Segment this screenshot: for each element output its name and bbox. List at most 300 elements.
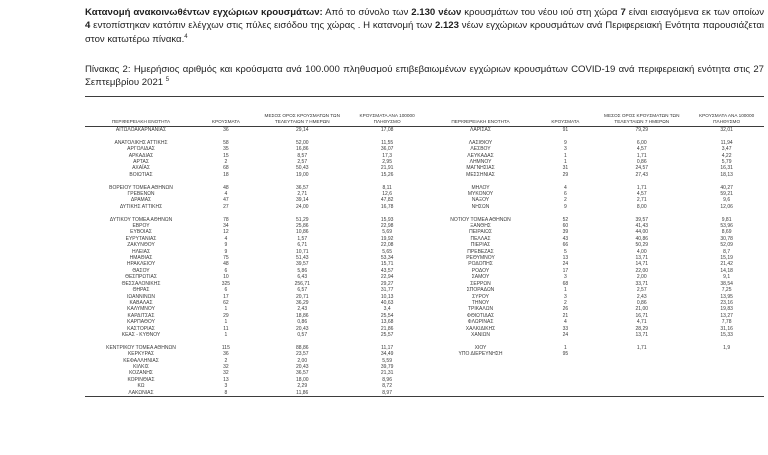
cell-value: 52,00 <box>296 139 309 146</box>
cell-value: 2,57 <box>297 159 308 166</box>
cell-value: 3 <box>563 293 567 300</box>
cell-value: 51,29 <box>296 216 309 223</box>
cell-value: 13,71 <box>635 331 649 338</box>
region-name: ΠΕΛΛΑΣ <box>470 235 491 242</box>
cell-value: 51,43 <box>296 255 309 262</box>
cell-value: 39,57 <box>635 216 649 223</box>
cell-value: 40,27 <box>720 184 733 191</box>
region-name: ΚΕΝΤΡΙΚΟΥ ΤΟΜΕΑ ΑΘΗΝΩΝ <box>106 344 176 351</box>
cell-value: 41,43 <box>635 223 649 230</box>
region-name: ΛΗΜΝΟΥ <box>469 159 492 166</box>
region-name: ΕΥΡΥΤΑΝΙΑΣ <box>125 235 157 242</box>
table-caption <box>85 63 764 90</box>
region-name: ΚΑΒΑΛΑΣ <box>129 299 153 306</box>
cell-value: 15,93 <box>380 216 394 223</box>
cell-value: 50,43 <box>296 165 309 172</box>
region-name: ΚΕΡΚΥΡΑΣ <box>127 351 155 358</box>
cell-value: 18 <box>223 171 229 178</box>
text-segment: εντοπίστηκαν κατόπιν ελέγχων στις πύλες εισόδου της χώρας . Η κατανομή των <box>90 20 435 32</box>
cell-value: 52,09 <box>720 242 733 249</box>
cell-value: 23,57 <box>296 351 309 358</box>
cell-value: 27 <box>223 203 229 210</box>
region-name: ΥΠΟ ΔΙΕΡΕΥΝΗΣΗ <box>458 351 503 358</box>
cell-value: 9 <box>563 139 567 146</box>
column-header: ΚΡΟΥΣΜΑΤΑ ΑΝΑ 100000 ΠΛΗΘΥΣΜΟ <box>350 97 425 127</box>
cell-value: 9 <box>563 203 567 210</box>
cell-value: 4,71 <box>636 319 647 326</box>
cell-value: 36,29 <box>296 299 309 306</box>
cell-value: 58 <box>223 139 229 146</box>
cell-value: 13 <box>223 376 229 383</box>
cell-value: 31,16 <box>720 325 733 332</box>
cell-value: 4,57 <box>636 191 647 198</box>
cell-value: 31 <box>562 165 569 172</box>
cell-value: 17,08 <box>380 127 394 133</box>
region-name: ΕΒΡΟΥ <box>132 223 150 230</box>
region-name: ΚΕΦΑΛΛΗΝΙΑΣ <box>123 357 159 364</box>
region-name: ΑΡΚΑΔΙΑΣ <box>128 152 154 159</box>
cell-value: 21 <box>562 312 569 319</box>
cell-value: 4 <box>563 184 567 191</box>
text-segment: 4 <box>184 33 188 40</box>
region-name: ΓΡΕΒΕΝΩΝ <box>127 191 155 198</box>
cell-value: 36,57 <box>296 370 309 377</box>
cell-value: 1 <box>224 306 228 313</box>
right-table-header <box>425 97 765 127</box>
table-row <box>85 127 425 134</box>
cell-value: 21,00 <box>635 306 649 313</box>
cell-value: 21,86 <box>380 325 394 332</box>
region-name: ΜΑΓΝΗΣΙΑΣ <box>466 165 495 172</box>
cell-value: 17 <box>562 267 569 274</box>
left-table-body <box>85 127 425 397</box>
cell-value: 88,86 <box>296 344 309 351</box>
cell-value: 35 <box>223 146 229 153</box>
cell-value: 2,00 <box>297 357 308 364</box>
region-name: ΧΙΟΥ <box>474 344 487 351</box>
region-name: ΑΡΓΟΛΙΔΑΣ <box>127 146 155 153</box>
cell-value: 33 <box>562 325 569 332</box>
cell-value: 325 <box>221 280 231 287</box>
cell-value: 13,71 <box>635 255 649 262</box>
text-segment: Πίνακας 2: Ημερήσιος αριθμός και κρούσματα ανά 100.000 πληθυσμού επιβεβαιωμένων εγχώριων κρουσμάτων COVID-19 ανά περιφερειακή ενότητα στις 27 Σεπτεμβρίου 2021 <box>85 64 764 89</box>
cell-value: 4,57 <box>636 146 647 153</box>
cell-value: 2 <box>224 357 228 364</box>
cell-value: 7,78 <box>721 319 732 326</box>
cell-value: 24,00 <box>296 203 309 210</box>
region-name: ΡΟΔΟΠΗΣ <box>468 261 493 268</box>
region-name: ΦΘΙΩΤΙΔΑΣ <box>466 312 495 319</box>
cell-value: 62 <box>223 299 229 306</box>
cell-value: 79,29 <box>635 127 649 133</box>
cell-value: 22,08 <box>380 242 394 249</box>
cell-value: 19,83 <box>720 306 733 313</box>
region-name: ΛΑΣΙΘΙΟΥ <box>468 139 493 146</box>
region-name: ΚΑΡΔΙΤΣΑΣ <box>127 312 155 319</box>
cell-value: 8 <box>224 389 228 396</box>
cell-value: 48 <box>223 184 229 191</box>
region-name: ΣΥΡΟΥ <box>472 293 489 300</box>
cell-value: 1,71 <box>636 344 647 351</box>
text-segment: Από το σύνολο των <box>322 7 412 18</box>
left-table-header <box>85 97 425 127</box>
cell-value: 4,00 <box>636 248 647 255</box>
region-name: ΝΑΞΟΥ <box>471 197 490 204</box>
cell-value: 31,77 <box>380 287 394 294</box>
cell-value: 8,00 <box>636 203 647 210</box>
cell-value: 16,71 <box>635 312 649 319</box>
cell-value: 0,86 <box>297 319 308 326</box>
cell-value: 1 <box>563 344 567 351</box>
region-name: ΚΑΡΠΑΘΟΥ <box>127 319 155 326</box>
region-name: ΣΕΡΡΩΝ <box>470 280 491 287</box>
cell-value: 3 <box>563 146 567 153</box>
region-name: ΑΙΤΩΛΟΑΚΑΡΝΑΝΙΑΣ <box>115 127 167 133</box>
cell-value: 36 <box>223 351 229 358</box>
cell-value: 11,94 <box>720 139 733 146</box>
cell-value: 5,69 <box>382 229 392 236</box>
region-name: ΗΛΕΙΑΣ <box>131 248 151 255</box>
region-name: ΦΛΩΡΙΝΑΣ <box>467 319 494 326</box>
region-name: ΣΠΟΡΑΔΩΝ <box>466 287 495 294</box>
cell-value: 21,31 <box>380 370 394 377</box>
cell-value: 38,54 <box>720 280 733 287</box>
cell-value: 115 <box>221 344 230 351</box>
cell-value: 1 <box>563 287 567 294</box>
cell-value: 7,25 <box>721 287 732 294</box>
cell-value: 2,71 <box>636 197 647 204</box>
cell-value: 9,1 <box>723 274 731 281</box>
region-name: ΝΟΤΙΟΥ ΤΟΜΕΑ ΑΘΗΝΩΝ <box>450 216 511 223</box>
cell-value: 32 <box>223 370 229 377</box>
cell-value: 29,14 <box>296 127 309 133</box>
right-table-body <box>425 127 765 358</box>
cell-value: 10,71 <box>296 248 309 255</box>
text-segment: 2.130 νέων <box>411 7 462 18</box>
cell-value: 11,55 <box>381 139 394 146</box>
cell-value: 1,57 <box>297 235 308 242</box>
region-name: ΑΧΑΪΑΣ <box>132 165 150 172</box>
region-name: ΤΗΝΟΥ <box>471 299 490 306</box>
region-name: ΗΜΑΘΙΑΣ <box>129 255 153 262</box>
cell-value: 12 <box>223 229 229 236</box>
region-name: ΑΡΤΑΣ <box>133 159 149 166</box>
cell-value: 8,96 <box>382 376 392 383</box>
cell-value: 1 <box>563 159 567 166</box>
cell-value: 39,57 <box>296 261 309 268</box>
cell-value: 36,57 <box>296 184 309 191</box>
column-header: ΚΡΟΥΣΜΑΤΑ <box>537 97 595 127</box>
cell-value: 22,94 <box>380 274 394 281</box>
cell-value: 0,86 <box>636 299 647 306</box>
cell-value: 29,27 <box>380 280 394 287</box>
cell-value: 0,86 <box>636 159 647 166</box>
region-name: ΚΟΡΙΝΘΙΑΣ <box>127 376 155 383</box>
text-segment: 7 <box>620 7 626 18</box>
cell-value: 33,71 <box>635 280 649 287</box>
cell-value: 14,71 <box>635 261 649 268</box>
region-name: ΚΟΖΑΝΗΣ <box>129 370 153 377</box>
cell-value: 60 <box>562 223 569 230</box>
table-row <box>85 390 425 396</box>
cell-value: 1 <box>224 331 228 338</box>
cell-value <box>594 351 689 357</box>
region-name: ΜΥΚΟΝΟΥ <box>467 191 494 198</box>
region-name: ΔΥΤΙΚΟΥ ΤΟΜΕΑ ΑΘΗΝΩΝ <box>109 216 173 223</box>
cell-value: 17,3 <box>382 152 392 159</box>
cell-value: 23,16 <box>720 299 733 306</box>
cell-value: 24 <box>562 261 569 268</box>
table-row <box>425 127 765 134</box>
cell-value: 3,4 <box>383 306 391 313</box>
cell-value: 4,22 <box>721 152 732 159</box>
cell-value: 78 <box>223 216 229 223</box>
cell-value: 47,82 <box>380 197 394 204</box>
cell-value: 6,00 <box>636 139 647 146</box>
cell-value: 32 <box>223 363 229 370</box>
cell-value: 2,43 <box>636 293 647 300</box>
cell-value: 1,71 <box>636 152 647 159</box>
region-name: ΒΟΙΩΤΙΑΣ <box>129 171 153 178</box>
cell-value: 36 <box>223 127 229 133</box>
cell-value: 53,34 <box>380 255 394 262</box>
cell-value: 10,86 <box>296 229 309 236</box>
region-name: ΘΑΣΟΥ <box>132 267 150 274</box>
cell-value: 5 <box>563 248 567 255</box>
cell-value: 1,9 <box>723 344 731 351</box>
cell-value: 39,79 <box>380 363 394 370</box>
cell-value: 75 <box>223 255 229 262</box>
cell-value: 48 <box>223 261 229 268</box>
cell-value: 40,63 <box>380 299 394 306</box>
cell-value: 15,26 <box>380 171 394 178</box>
cell-value: 25,54 <box>380 312 394 319</box>
intro-paragraph <box>85 6 764 46</box>
cell-value: 44,00 <box>635 229 649 236</box>
cell-value: 47 <box>223 197 229 204</box>
cell-value: 2 <box>563 197 567 204</box>
cell-value: 39,14 <box>296 197 309 204</box>
cell-value: 256,71 <box>294 280 310 287</box>
region-name: ΡΟΔΟΥ <box>471 267 490 274</box>
cell-value: 3,47 <box>721 146 732 153</box>
cell-value: 68 <box>562 280 569 287</box>
cell-value: 6,71 <box>297 242 308 249</box>
region-name: ΔΥΤΙΚΗΣ ΑΤΤΙΚΗΣ <box>119 203 163 210</box>
text-segment: κρουσμάτων του νέου ιού στη χώρα <box>461 7 621 18</box>
cell-value: 9,81 <box>721 216 732 223</box>
region-name: ΚΑΣΤΟΡΙΑΣ <box>127 325 155 332</box>
cell-value: 16,78 <box>380 203 394 210</box>
cell-value: 15 <box>223 152 229 159</box>
cell-value: 1 <box>224 319 228 326</box>
cell-value: 21,91 <box>380 165 394 172</box>
region-name: ΖΑΚΥΝΘΟΥ <box>127 242 155 249</box>
cell-value: 43,57 <box>380 267 394 274</box>
cell-value: 20,43 <box>296 363 309 370</box>
cell-value: 4 <box>224 191 228 198</box>
region-name: ΔΡΑΜΑΣ <box>130 197 152 204</box>
cell-value: 13 <box>562 255 569 262</box>
text-segment: 5 <box>165 77 170 84</box>
cell-value: 25,86 <box>296 223 309 230</box>
cell-value: 16,86 <box>296 146 309 153</box>
cell-value: 12,6 <box>382 191 392 198</box>
cell-value: 53,96 <box>720 223 733 230</box>
cell-value: 5,79 <box>721 159 732 166</box>
region-name: ΚΙΛΚΙΣ <box>133 363 149 370</box>
cell-value: 2 <box>224 159 228 166</box>
text-segment: 2.123 <box>434 20 459 32</box>
region-name: ΚΩ <box>137 383 145 390</box>
cell-value: 2,00 <box>636 274 647 281</box>
cell-value: 36,07 <box>380 146 394 153</box>
cell-value: 6 <box>224 287 228 294</box>
cell-value: 2,43 <box>297 306 308 313</box>
cell-value: 8,72 <box>382 383 392 390</box>
region-name: ΘΕΣΣΑΛΟΝΙΚΗΣ <box>121 280 161 287</box>
column-header: ΚΡΟΥΣΜΑΤΑ <box>197 97 255 127</box>
cell-value: 17 <box>223 293 229 300</box>
cell-value: 18,86 <box>296 312 309 319</box>
region-name: ΤΡΙΚΑΛΩΝ <box>467 306 494 313</box>
region-name: ΛΕΣΒΟΥ <box>470 146 491 153</box>
region-name: ΕΥΒΟΙΑΣ <box>130 229 152 236</box>
cell-value: 4 <box>563 319 567 326</box>
column-header: ΚΡΟΥΣΜΑΤΑ ΑΝΑ 100000 ΠΛΗΘΥΣΜΟ <box>689 97 764 127</box>
cell-value: 6,43 <box>297 274 308 281</box>
cell-value: 40,86 <box>635 235 649 242</box>
cell-value: 21,42 <box>720 261 733 268</box>
cell-value: 15,33 <box>720 331 733 338</box>
column-header: ΜΕΣΟΣ ΟΡΟΣ ΚΡΟΥΣΜΑΤΩΝ ΤΩΝ ΤΕΛΕΥΤΑΙΩΝ 7 ΗΜΕΡΩΝ <box>255 97 350 127</box>
region-name: ΡΕΘΥΜΝΟΥ <box>466 255 495 262</box>
cell-value: 19,92 <box>380 235 394 242</box>
region-name: ΛΑΚΩΝΙΑΣ <box>128 389 154 396</box>
cell-value: 2,71 <box>297 191 308 198</box>
header-row <box>85 97 425 127</box>
cell-value: 19,00 <box>296 171 309 178</box>
region-name: ΘΗΡΑΣ <box>132 287 150 294</box>
column-header: ΠΕΡΙΦΕΡΕΙΑΚΗ ΕΝΟΤΗΤΑ <box>425 97 537 127</box>
cell-value: 24 <box>562 331 569 338</box>
cell-value: 0,57 <box>297 331 308 338</box>
region-name: ΘΕΣΠΡΩΤΙΑΣ <box>125 274 157 281</box>
region-name: ΧΑΛΚΙΔΙΚΗΣ <box>465 325 496 332</box>
cell-value: 9 <box>224 248 228 255</box>
cell-value: 59,21 <box>720 191 733 198</box>
column-header: ΜΕΣΟΣ ΟΡΟΣ ΚΡΟΥΣΜΑΤΩΝ ΤΩΝ ΤΕΛΕΥΤΑΙΩΝ 7 ΗΜΕΡΩΝ <box>594 97 689 127</box>
cell-value: 50,29 <box>635 242 649 249</box>
region-name: ΙΩΑΝΝΙΝΩΝ <box>126 293 156 300</box>
cell-value: 15,19 <box>720 255 733 262</box>
cell-value: 22,00 <box>635 267 649 274</box>
cell-value: 8,7 <box>723 248 731 255</box>
cell-value: 1 <box>563 152 567 159</box>
region-name: ΜΗΛΟΥ <box>471 184 490 191</box>
cell-value: 25,57 <box>380 331 394 338</box>
cell-value: 5,59 <box>382 357 392 364</box>
cell-value: 4 <box>224 235 228 242</box>
cell-value: 18,13 <box>720 171 733 178</box>
region-name: ΠΙΕΡΙΑΣ <box>470 242 491 249</box>
region-name: ΗΡΑΚΛΕΙΟΥ <box>126 261 156 268</box>
cell-value: 9,6 <box>723 197 731 204</box>
cell-value: 1,71 <box>636 184 647 191</box>
cell-value: 28,29 <box>635 325 649 332</box>
cell-value: 11,86 <box>296 389 309 396</box>
region-name: ΠΡΕΒΕΖΑΣ <box>467 248 494 255</box>
cell-value: 11,17 <box>381 344 394 351</box>
cell-value: 24,57 <box>635 165 649 172</box>
cell-value: 2,29 <box>297 383 308 390</box>
cell-value: 20,71 <box>296 293 309 300</box>
region-name: ΒΟΡΕΙΟΥ ΤΟΜΕΑ ΑΘΗΝΩΝ <box>109 184 173 191</box>
text-segment: 4 <box>85 20 91 32</box>
cell-value: 66 <box>562 242 569 249</box>
cell-value: 3 <box>224 383 228 390</box>
header-row <box>425 97 765 127</box>
cell-value: 2 <box>563 299 567 306</box>
cell-value: 52 <box>562 216 569 223</box>
cell-value: 20,43 <box>296 325 309 332</box>
region-name: ΑΝΑΤΟΛΙΚΗΣ ΑΤΤΙΚΗΣ <box>114 139 168 146</box>
cell-value: 8,69 <box>721 229 732 236</box>
cell-value: 8,11 <box>382 184 392 191</box>
text-segment: Κατανομή ανακοινωθέντων εγχώριων κρουσμάτων: <box>85 7 323 18</box>
region-name: ΠΕΙΡΑΙΩΣ <box>469 229 492 236</box>
cell-value: 43 <box>562 235 569 242</box>
region-name: ΚΑΛΥΜΝΟΥ <box>127 306 155 313</box>
cell-value: 5,65 <box>382 248 392 255</box>
table-row <box>425 351 765 357</box>
cell-value: 15,71 <box>380 261 394 268</box>
cell-value: 95 <box>562 351 569 358</box>
cell-value: 5,86 <box>297 267 308 274</box>
region-name: ΜΕΣΣΗΝΙΑΣ <box>466 171 495 178</box>
region-name: ΛΑΡΙΣΑΣ <box>470 127 491 133</box>
cell-value: 2,95 <box>382 159 392 166</box>
region-name: ΝΗΣΩΝ <box>471 203 490 210</box>
cell-value: 13,27 <box>720 312 733 319</box>
cases-table-right-half <box>425 97 765 358</box>
cases-table-left-half <box>85 97 425 396</box>
cell-value: 6 <box>224 267 228 274</box>
cell-value <box>689 351 764 357</box>
cell-value: 27,43 <box>635 171 649 178</box>
cell-value: 29 <box>562 171 569 178</box>
cell-value: 6 <box>563 191 567 198</box>
cell-value: 12,06 <box>720 203 733 210</box>
cell-value: 10 <box>223 274 229 281</box>
cell-value: 8,97 <box>382 389 392 396</box>
cell-value: 32,01 <box>720 127 733 133</box>
cell-value: 68 <box>223 165 229 172</box>
cell-value: 91 <box>562 127 569 133</box>
cell-value: 2,57 <box>636 287 647 294</box>
region-name: ΣΑΜΟΥ <box>471 274 490 281</box>
cell-value: 34 <box>223 223 229 230</box>
region-name: ΧΑΝΙΩΝ <box>471 331 491 338</box>
text-segment: νέων εγχώριων κρουσμάτων ανά Περιφερειακή Ενότητα παρουσιάζεται στον κατωτέρω πίνακα. <box>85 20 764 45</box>
cell-value: 29 <box>223 312 229 319</box>
cases-table <box>85 96 764 397</box>
cell-value: 26 <box>562 306 569 313</box>
cell-value: 3 <box>563 274 567 281</box>
column-header: ΠΕΡΙΦΕΡΕΙΑΚΗ ΕΝΟΤΗΤΑ <box>85 97 197 127</box>
region-name: ΚΕΑΣ - ΚΥΘΝΟΥ <box>121 331 161 338</box>
cell-value: 39 <box>562 229 569 236</box>
